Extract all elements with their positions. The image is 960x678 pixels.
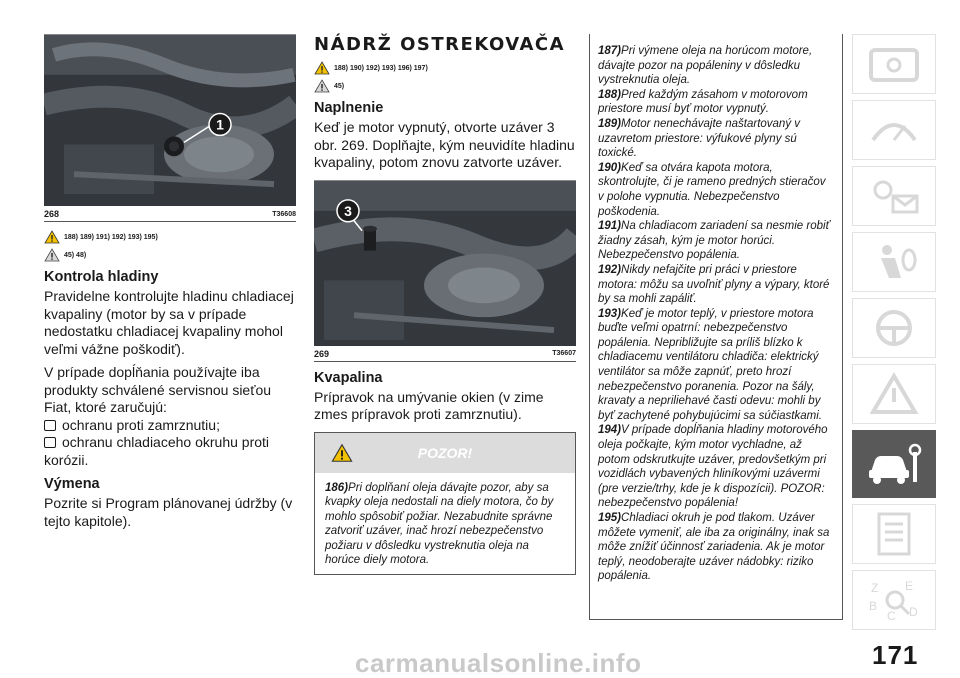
note-number: 188) bbox=[598, 88, 622, 101]
note-refs-line bbox=[314, 79, 576, 93]
note-text: Keď je motor teplý, v priestore motora buďte veľmi opatrní: nebezpečenstvo popálenia. Nepribližujte sa príliš blízko k chladiacemu ventilátoru chladiča: elektrický ventilátor sa môže zapnúť, preto hrozí nebezpečenstvo poranenia. Pozor na šály, kravaty a nepriliehavé časti odevu: mohli by byť zachytené pohybujúcimi sa súčiastkami. bbox=[598, 307, 822, 422]
watermark: carmanualsonline.info bbox=[355, 648, 642, 678]
warning-refs: 188) 189) 191) 192) 193) 195) bbox=[64, 233, 158, 241]
warning-note bbox=[598, 117, 834, 161]
svg-text:D: D bbox=[909, 605, 918, 619]
checkbox-bullet-icon bbox=[44, 437, 56, 448]
warning-triangle-icon bbox=[331, 443, 353, 463]
svg-text:B: B bbox=[869, 599, 878, 613]
paragraph-fluid: Prípravok na umývanie okien (v zime zmes prípravok proti zamrznutiu). bbox=[314, 388, 544, 422]
warning-note bbox=[598, 423, 834, 511]
svg-text:E: E bbox=[905, 579, 914, 593]
caution-icon bbox=[314, 79, 330, 93]
note-number: 194) bbox=[598, 424, 622, 437]
engine-photo-269 bbox=[314, 180, 576, 346]
paragraph-topping-up: V prípade dopĺňania používajte iba produkty schválené servisnou sieťou Fiat, ktoré zaručujú: bbox=[44, 364, 272, 415]
tab-starting-driving[interactable] bbox=[852, 298, 936, 358]
caution-header bbox=[315, 433, 575, 473]
note-refs-line bbox=[44, 248, 296, 262]
car-maintenance-icon bbox=[865, 440, 923, 488]
tab-lights-warnings[interactable] bbox=[852, 166, 936, 226]
note-refs: 45) 48) bbox=[64, 251, 87, 259]
steering-wheel-icon bbox=[865, 304, 923, 352]
warning-refs-line bbox=[314, 61, 576, 75]
note-number: 195) bbox=[598, 512, 622, 524]
figure-caption-269 bbox=[314, 346, 576, 362]
note-refs: 45) bbox=[334, 82, 345, 90]
warning-notes-box bbox=[589, 34, 843, 620]
heading-vymena: Výmena bbox=[44, 476, 100, 492]
warning-note bbox=[598, 44, 834, 88]
paragraph-filling: Keď je motor vypnutý, otvorte uzáver 3 obr. 269. Doplňajte, kým neuvidíte hladinu kvapaliny, potom znovu zatvorte uzáver. bbox=[314, 119, 575, 170]
warning-refs-line bbox=[44, 230, 296, 244]
page-number: 171 bbox=[872, 640, 919, 670]
technical-data-icon bbox=[865, 510, 923, 558]
index-icon bbox=[865, 576, 923, 624]
warning-refs: 188) 190) 192) 193) 196) 197) bbox=[334, 64, 428, 72]
checkbox-bullet-icon bbox=[44, 420, 56, 431]
note-text: Motor nenechávajte naštartovaný v uzavretom priestore: výfukové plyny sú toxické. bbox=[598, 117, 801, 160]
right-column bbox=[589, 34, 843, 620]
figure-code: T36607 bbox=[552, 350, 576, 357]
figure-number: 269 bbox=[314, 348, 330, 359]
section-title: NÁDRŽ OSTREKOVAČA bbox=[314, 34, 566, 55]
note-text: V prípade dopĺňania hladiny motorového oleja počkajte, kým motor vychladne, až potom odskrutkujte uzáver, predovšetkým pri vozidlách vybavených hliníkovými uzávermi (pre verzie/trhy, kde je k dispozícii). POZOR: nebezpečenstvo popálenia! bbox=[598, 424, 828, 510]
note-number: 186) bbox=[325, 481, 349, 494]
tab-index[interactable] bbox=[852, 570, 936, 630]
callout-3: 3 bbox=[344, 202, 352, 219]
note-number: 191) bbox=[598, 220, 622, 233]
note-number: 187) bbox=[598, 45, 622, 57]
middle-column bbox=[314, 34, 576, 575]
chapter-sidebar bbox=[852, 34, 936, 636]
tab-emergency[interactable] bbox=[852, 364, 936, 424]
note-number: 193) bbox=[598, 307, 622, 320]
callout-1: 1 bbox=[216, 116, 224, 133]
warning-note bbox=[598, 88, 834, 117]
note-text: Pri výmene oleja na horúcom motore, dávajte pozor na popáleniny v dôsledku vystreknutia oleja. bbox=[598, 45, 813, 87]
warning-note bbox=[598, 219, 834, 263]
warning-triangle-icon bbox=[44, 230, 60, 244]
car-info-icon bbox=[865, 40, 923, 88]
paragraph-level-check: Pravidelne kontrolujte hladinu chladiacej kvapaliny (motor by sa v prípade nedostatku chladiacej kvapaliny mohol veľmi vážne poškodiť). bbox=[44, 288, 294, 357]
figure-number: 268 bbox=[44, 209, 60, 219]
note-text: Nikdy nefajčite pri práci v priestore motora: môžu sa uvoľniť plyny a výpary, ktoré by sa mohli zapáliť. bbox=[598, 263, 830, 306]
caution-icon bbox=[44, 248, 60, 262]
tab-maintenance-care[interactable] bbox=[852, 430, 936, 498]
heading-naplnenie: Naplnenie bbox=[314, 100, 384, 116]
figure-caption-268 bbox=[44, 206, 296, 222]
bullet-text: ochranu chladiaceho okruhu proti bbox=[62, 434, 270, 450]
heading-kontrola-hladiny: Kontrola hladiny bbox=[44, 269, 159, 285]
caution-text bbox=[315, 473, 575, 574]
note-text: Pri doplňaní oleja dávajte pozor, aby sa kvapky oleja nedostali na diely motora, čo by mohlo spôsobiť požiar. Nezabudnite správne zatvoriť uzáver, inač hrozí nebezpečenstvo požiaru v dôsledku vystreknutia oleja na horúce diely motora. bbox=[325, 481, 554, 566]
warning-note bbox=[598, 307, 834, 424]
warning-triangle-icon bbox=[314, 61, 330, 75]
note-number: 190) bbox=[598, 161, 622, 174]
washer-reservoir-image bbox=[314, 181, 576, 346]
note-text: Keď sa otvára kapota motora, skontrolujte, či je rameno predných stieračov v polohe vypnutia. Nebezpečenstvo poškodenia. bbox=[598, 161, 826, 218]
paragraph-replacement: Pozrite si Program plánovanej údržby (v tejto kapitole). bbox=[44, 495, 293, 529]
heading-kvapalina: Kvapalina bbox=[314, 369, 383, 386]
bullet-continuation: korózii. bbox=[44, 451, 89, 468]
left-column bbox=[44, 34, 296, 536]
warning-note bbox=[598, 263, 834, 307]
engine-photo-268 bbox=[44, 34, 296, 206]
note-number: 192) bbox=[598, 263, 622, 276]
warning-note bbox=[598, 511, 834, 584]
svg-text:C: C bbox=[887, 609, 896, 623]
bullet-text: ochranu proti zamrznutiu; bbox=[62, 416, 220, 433]
dashboard-icon bbox=[865, 106, 923, 154]
note-text: Na chladiacom zariadení sa nesmie robiť žiadny zásah, kým je motor horúci. Nebezpečenstvo popálenia. bbox=[598, 220, 830, 262]
bullet-item bbox=[44, 417, 296, 435]
note-text: Pred každým zásahom v motorovom priestore musí byť motor vypnutý. bbox=[598, 88, 808, 116]
note-text: Chladiaci okruh je pod tlakom. Uzáver môžete vymeniť, ale iba za originálny, inak sa môže znížiť účinnosť zariadenia. Ak je motor teplý, neodoberajte uzáver nádobky: riziko popálenia. bbox=[598, 512, 830, 583]
lights-warning-icon bbox=[865, 172, 923, 220]
svg-text:Z: Z bbox=[871, 581, 879, 595]
note-number: 189) bbox=[598, 117, 622, 130]
caution-title: POZOR! bbox=[417, 444, 473, 461]
tab-technical-data[interactable] bbox=[852, 504, 936, 564]
caution-box bbox=[314, 432, 576, 575]
tab-safety[interactable] bbox=[852, 232, 936, 292]
safety-airbag-icon bbox=[865, 238, 923, 286]
warning-note bbox=[598, 161, 834, 219]
tab-dashboard[interactable] bbox=[852, 100, 936, 160]
bullet-item bbox=[44, 434, 296, 452]
figure-code: T36608 bbox=[272, 210, 296, 218]
emergency-icon bbox=[865, 370, 923, 418]
engine-bay-image bbox=[44, 35, 296, 206]
tab-knowing-the-car[interactable] bbox=[852, 34, 936, 94]
